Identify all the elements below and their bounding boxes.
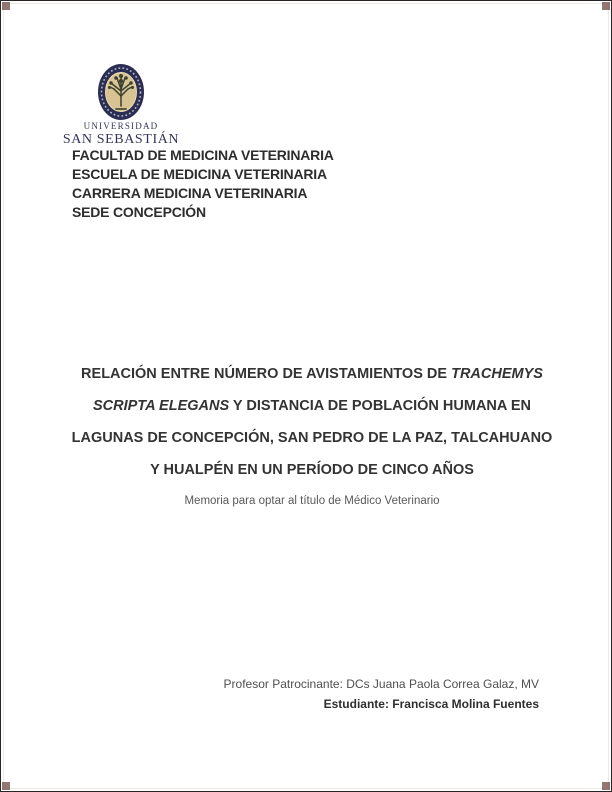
corner-mark-top-right [602, 2, 610, 10]
university-wordmark-line2: SAN SEBASTIÁN [62, 132, 180, 147]
student-line: Estudiante: Francisca Molina Fuentes [323, 697, 539, 711]
institution-block [72, 146, 334, 222]
title-line-4: Y HUALPÉN EN UN PERÍODO DE CINCO AÑOS [150, 462, 474, 478]
university-seal-icon [97, 63, 145, 121]
thesis-title [67, 358, 557, 486]
institution-line-faculty: FACULTAD DE MEDICINA VETERINARIA [72, 147, 334, 163]
professor-line: Profesor Patrocinante: DCs Juana Paola Correa Galaz, MV [223, 677, 539, 691]
institution-line-campus: SEDE CONCEPCIÓN [72, 204, 206, 220]
university-logo [61, 63, 181, 147]
species-name-italic: SCRIPTA ELEGANS [92, 398, 230, 414]
title-line-3: LAGUNAS DE CONCEPCIÓN, SAN PEDRO DE LA PAZ, TALCAHUANO [71, 430, 553, 446]
institution-line-program: CARRERA MEDICINA VETERINARIA [72, 185, 308, 201]
species-name-italic: TRACHEMYS [451, 366, 543, 382]
seal-banner [115, 108, 127, 110]
corner-mark-top-left [2, 2, 10, 10]
university-wordmark-line1: UNIVERSIDAD [83, 121, 159, 131]
institution-line-school: ESCUELA DE MEDICINA VETERINARIA [72, 166, 327, 182]
corner-mark-bottom-right [602, 782, 610, 790]
title-line-2: SCRIPTA ELEGANS Y DISTANCIA DE POBLACIÓN HUMANA EN [92, 398, 531, 414]
title-line-1: RELACIÓN ENTRE NÚMERO DE AVISTAMIENTOS DE TRACHEMYS [81, 366, 543, 382]
corner-mark-bottom-left [2, 782, 10, 790]
authors-block [224, 674, 539, 714]
thesis-subtitle: Memoria para optar al título de Médico Veterinario [184, 495, 440, 507]
